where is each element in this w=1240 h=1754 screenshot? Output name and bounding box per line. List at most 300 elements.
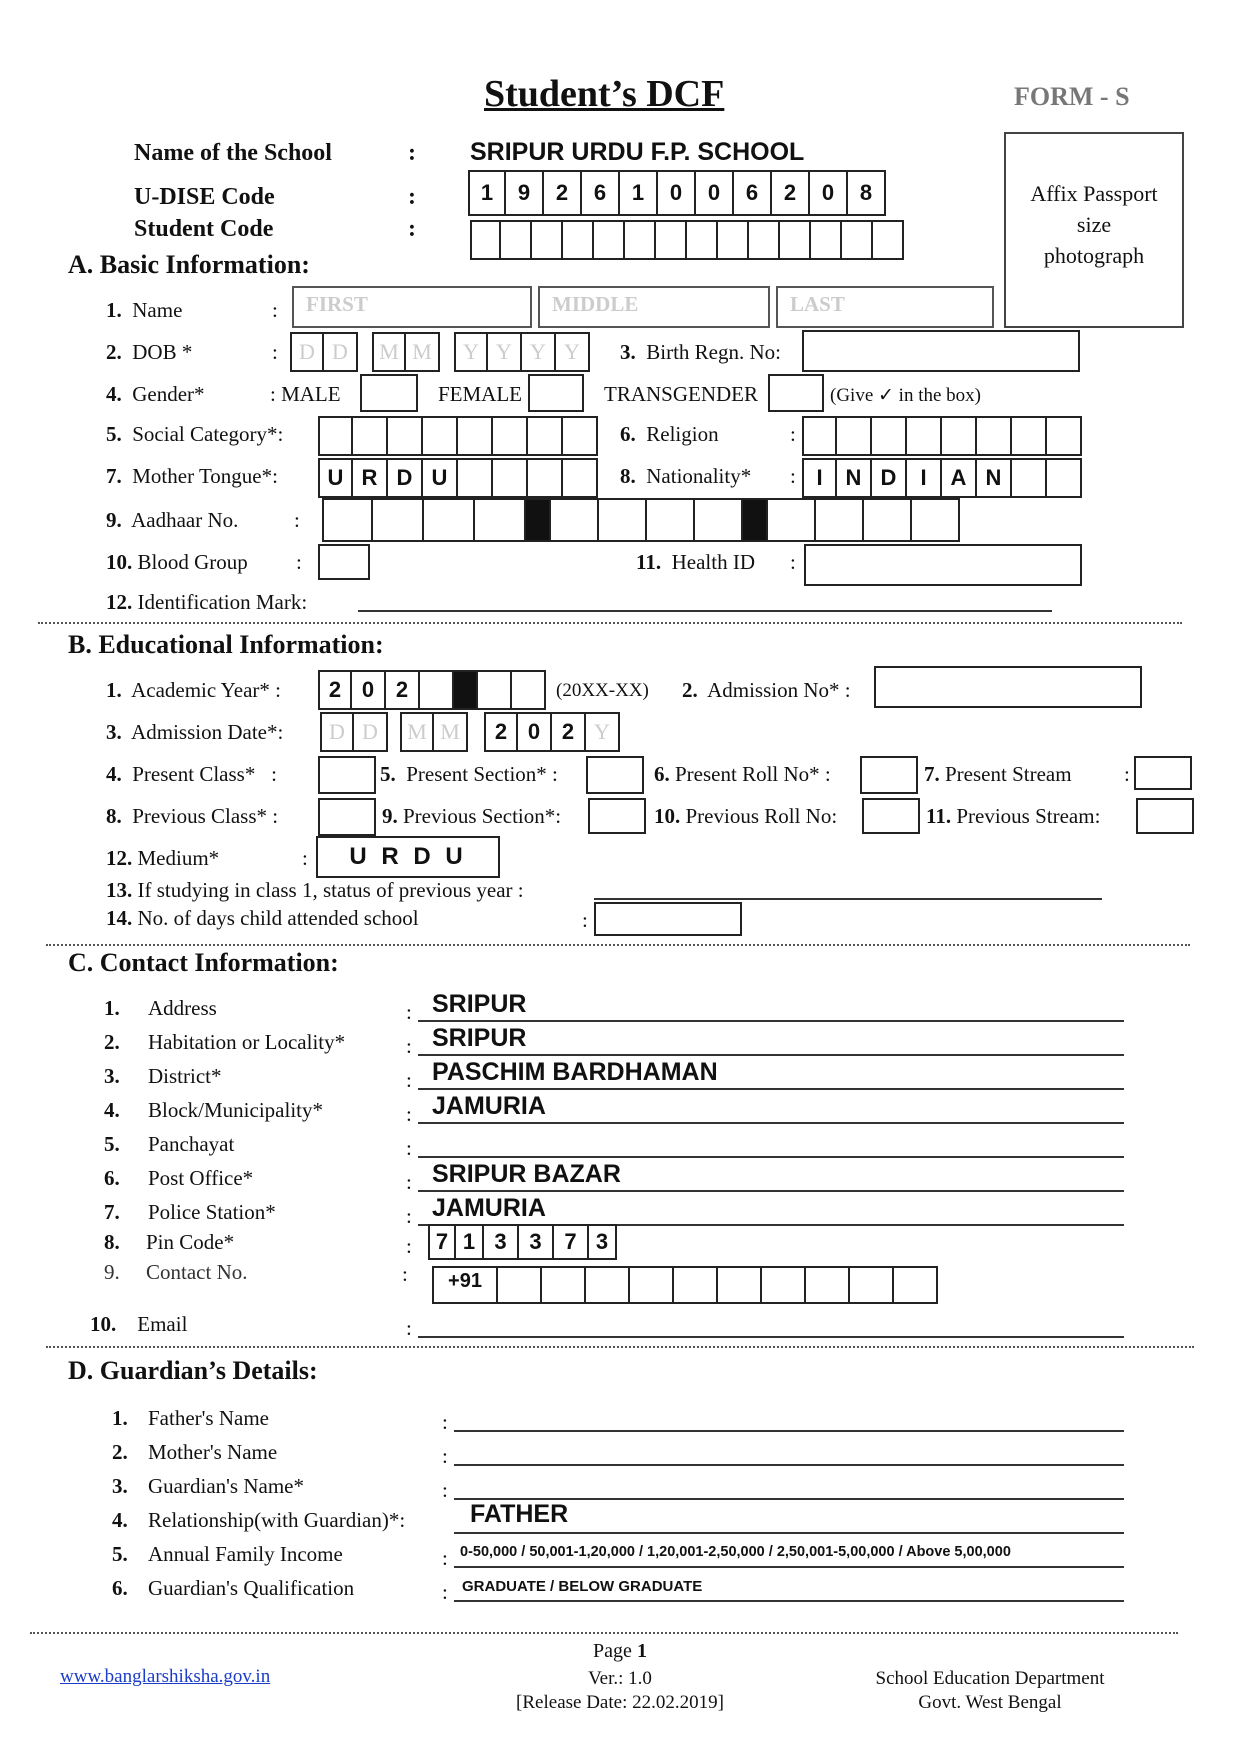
present-stream-input[interactable] [1134,756,1192,790]
text: : [406,1204,412,1228]
social-category-boxes[interactable] [318,416,598,456]
page-number [540,1640,700,1663]
text: 5. [106,422,122,446]
present-class-input[interactable] [318,756,376,794]
char-box: M [406,332,440,372]
text [112,1576,128,1601]
char-box [478,670,512,710]
blood-group-input[interactable] [318,544,370,580]
text: Police Station* [148,1200,276,1224]
previous-section-input[interactable] [588,798,646,834]
photo-box-text: Affix Passport [1030,181,1158,206]
char-box: Y [488,332,522,372]
colon: : [406,1316,412,1340]
divider [38,622,1182,624]
text: 2. [106,340,122,364]
days-attended-input[interactable] [594,902,742,936]
text [112,1542,128,1567]
char-box [872,416,907,456]
section-b-title: B. Educational Information: [68,630,384,659]
udise-digit: 6 [582,170,620,216]
contact-row-block [104,1092,1124,1126]
char-box: 2 [318,670,352,710]
dob-label [106,340,192,365]
text: : [442,1410,448,1434]
text: Birth Regn. No: [646,340,781,364]
text: 0-50,000 / 50,001-1,20,000 / 1,20,001-2,50,000 / 2,50,001-5,00,000 / Above 5,00,000 [460,1544,1011,1560]
school-name-label: Name of the School [134,140,332,166]
char-box: U [423,458,458,498]
char-box: 1 [456,1224,484,1260]
last-name-input[interactable]: LAST [776,286,994,328]
religion-boxes[interactable] [802,416,1082,456]
guardian-row-father [112,1400,1132,1434]
text: Present Section* : [406,762,558,786]
present-section-input[interactable] [586,756,644,794]
colon: : [408,140,416,166]
text: 7. [924,762,940,786]
text [112,1440,128,1465]
guardian-row-mother [112,1434,1132,1468]
udise-digit: 0 [810,170,848,216]
colon: : [272,298,278,322]
text: Previous Roll No: [685,804,838,828]
admission-month-boxes[interactable] [400,712,468,752]
text [104,1200,120,1225]
text: 10. [90,1312,117,1336]
contact-row-panchayat [104,1126,1124,1160]
academic-year-hint: (20XX-XX) [556,680,649,701]
char-box [563,416,598,456]
text: 3. [106,720,122,744]
char-box [780,220,811,260]
char-box [718,220,749,260]
text: Previous Class* [132,804,268,828]
text[interactable] [418,1020,1124,1022]
previous-roll-input[interactable] [862,798,920,834]
text[interactable] [454,1600,1124,1602]
char-box [563,220,594,260]
text: 3. [620,340,636,364]
text: Health ID [671,550,755,574]
char-box: Y [454,332,488,372]
text[interactable] [418,1088,1124,1090]
blood-group-label [106,550,248,575]
char-box: Y [522,332,556,372]
char-box [1047,416,1082,456]
char-box: U [318,458,353,498]
char-box [420,670,454,710]
text: GRADUATE / BELOW GRADUATE [462,1578,703,1595]
text: Admission Date*: [131,720,284,744]
text: Name [132,298,183,322]
char-box [842,220,873,260]
text: 6. [620,422,636,446]
admission-year-boxes[interactable] [484,712,620,752]
text: Religion [646,422,719,446]
char-box [528,416,563,456]
udise-digit: 8 [848,170,886,216]
char-box [687,220,718,260]
text: 12. [106,846,133,870]
text: Contact No. [146,1260,248,1284]
udise-digit: 0 [658,170,696,216]
char-box [594,220,625,260]
char-box: 7 [428,1224,456,1260]
middle-name-input[interactable]: MIDDLE [538,286,770,328]
text: Father's Name [148,1406,269,1430]
text: Page [593,1640,637,1662]
colon: : [406,1234,412,1258]
char-box [695,498,743,542]
char-box: D [354,712,388,752]
text: Guardian's Qualification [148,1576,355,1600]
char-box [718,1266,762,1304]
text: Mother Tongue*: [132,464,278,488]
divider [46,1346,1194,1348]
char-box: D [290,332,324,372]
char-box [630,1266,674,1304]
text: : [442,1478,448,1502]
text: 9. [106,508,122,532]
char-box [806,1266,850,1304]
birth-regn-label [620,340,781,365]
text [104,996,120,1021]
female-label: FEMALE [438,382,522,406]
text: Blood Group [137,550,248,574]
char-box: I [907,458,942,498]
previous-class-input[interactable] [318,798,376,836]
char-box: M [400,712,434,752]
text: If studying in class 1, status of previous year : [137,878,524,902]
admission-date-label [106,720,283,745]
text: 1. [106,678,122,702]
text: 3. [104,1064,120,1088]
char-box: Y [586,712,620,752]
char-box [894,1266,938,1304]
dob-month-boxes[interactable] [372,332,440,372]
text: Panchayat [148,1132,235,1156]
char-box: D [324,332,358,372]
char-box: 0 [518,712,552,752]
text: Medium* [137,846,220,870]
pin-code-boxes[interactable] [428,1224,617,1260]
text: FATHER [470,1500,569,1528]
aadhaar-separator [743,498,768,542]
char-box: D [320,712,354,752]
text: 9. [104,1260,120,1284]
char-box: Y [556,332,590,372]
udise-label: U-DISE Code [134,184,275,210]
char-box [470,220,501,260]
text: Previous Section*: [403,804,562,828]
udise-code-boxes[interactable] [468,170,886,216]
aadhaar-boxes[interactable] [322,498,960,542]
text: SRIPUR [432,1024,527,1052]
char-box [388,416,423,456]
transgender-checkbox[interactable] [768,374,824,412]
colon: : [408,216,416,242]
text: Relationship(with Guardian)*: [148,1508,406,1532]
text[interactable] [418,1054,1124,1056]
colon: : [582,908,588,932]
identification-mark-input[interactable] [358,610,1052,612]
udise-digit: 0 [696,170,734,216]
text: 14. [106,906,133,930]
text: 5. [104,1132,120,1156]
text: Admission No* : [707,678,851,702]
identification-mark-label [106,590,307,615]
char-box [563,458,598,498]
pin-code-label [104,1230,234,1255]
char-box [837,416,872,456]
mother-tongue-boxes[interactable] [318,458,598,498]
present-stream-label [924,762,1072,787]
char-box: M [372,332,406,372]
text: 1. [112,1406,128,1430]
char-box [1012,458,1047,498]
male-checkbox[interactable] [360,374,418,412]
text: 3. [112,1474,128,1498]
class1-status-input[interactable] [594,898,1102,900]
text [104,1030,120,1055]
text [112,1406,128,1431]
char-box [625,220,656,260]
text: 2. [104,1030,120,1054]
text [104,1064,120,1089]
religion-label [620,422,719,447]
text: 1 [636,1640,647,1662]
mother-tongue-label [106,464,278,489]
text: Aadhaar No. [131,508,239,532]
contact-row-address [104,990,1124,1024]
text: 1. [104,996,120,1020]
text: : [442,1444,448,1468]
health-id-input[interactable] [804,544,1082,586]
text: 4. [106,762,122,786]
text: Mother's Name [148,1440,278,1464]
previous-stream-input[interactable] [1136,798,1194,834]
text: Post Office* [148,1166,254,1190]
student-code-boxes[interactable] [470,220,904,260]
text: : [406,1034,412,1058]
colon: : [408,184,416,210]
department: School Education Department [875,1668,1105,1689]
char-box [493,416,528,456]
text: DOB * [132,340,193,364]
female-checkbox[interactable] [528,374,584,412]
udise-digit: 1 [620,170,658,216]
academic-year-boxes[interactable] [318,670,546,710]
text[interactable] [454,1430,1124,1432]
char-box [586,1266,630,1304]
char-box [977,416,1012,456]
char-box [1012,416,1047,456]
divider [46,944,1190,946]
text: : [406,1068,412,1092]
text: PASCHIM BARDHAMAN [432,1058,718,1086]
text [112,1508,128,1533]
char-box [864,498,912,542]
char-box [501,220,532,260]
colon: : [790,422,796,446]
char-box: N [837,458,872,498]
colon: : [296,550,302,574]
photo-box-text: size [1076,212,1112,237]
release-date: [Release Date: 22.02.2019] [516,1692,724,1713]
section-a-title: A. Basic Information: [68,250,310,279]
aadhaar-separator [526,498,551,542]
text: Present Class* [132,762,256,786]
text: 6. [112,1576,128,1600]
text: SRIPUR [432,990,527,1018]
char-box: 0 [352,670,386,710]
previous-class-label: 8. Previous Class* : [106,804,279,828]
text: Email [137,1312,188,1336]
text[interactable] [454,1566,1124,1568]
text: 7. [104,1200,120,1224]
text: SRIPUR BAZAR [432,1160,621,1188]
text: 11. [636,550,662,574]
char-box [353,416,388,456]
text: Address [148,996,217,1020]
text: 12. [106,590,133,614]
medium-label [106,846,219,871]
text: 2. [112,1440,128,1464]
char-box [850,1266,894,1304]
birth-regn-input[interactable] [802,330,1080,372]
male-label: : MALE [270,382,341,406]
colon: : [294,508,300,532]
first-name-input[interactable]: FIRST [292,286,532,328]
photo-box-text: photograph [1043,243,1145,268]
char-box [458,416,493,456]
char-box [423,416,458,456]
text: Identification Mark: [137,590,308,614]
char-box [532,220,563,260]
char-box: 2 [386,670,420,710]
char-box [656,220,687,260]
email-input[interactable] [418,1336,1124,1338]
text: Academic Year* [131,678,270,702]
section-c-title: C. Contact Information: [68,948,339,977]
website-link[interactable]: www.banglarshiksha.gov.in [60,1666,271,1687]
colon: : [272,340,278,364]
dob-day-boxes[interactable] [290,332,358,372]
gender-label [106,382,205,407]
form-id: FORM - S [1014,82,1130,111]
guardian-row-relationship [112,1502,1132,1536]
char-box: 3 [484,1224,519,1260]
char-box: I [802,458,837,498]
text: 8. [106,804,122,828]
udise-digit: 2 [544,170,582,216]
char-box: D [872,458,907,498]
text: 9. [382,804,398,828]
text: Gender* [132,382,205,406]
text[interactable] [454,1464,1124,1466]
char-box: 7 [554,1224,589,1260]
present-roll-label [654,762,831,787]
char-box [802,416,837,456]
passport-photo-box[interactable] [1004,132,1184,328]
text: : [406,1102,412,1126]
dob-year-boxes[interactable] [454,332,590,372]
text: Present Stream [945,762,1072,786]
text: 1. [106,298,122,322]
text: : [406,1000,412,1024]
text: Social Category*: [132,422,284,446]
text: 8. [620,464,636,488]
country-code: +91 [432,1266,498,1304]
academic-year-label: 1. Academic Year* : [106,678,281,702]
school-name-value[interactable]: SRIPUR URDU F.P. SCHOOL [470,138,805,166]
present-roll-input[interactable] [860,756,918,794]
contact-no-boxes[interactable] [432,1266,938,1304]
text: Previous Stream: [956,804,1101,828]
text: 6. [104,1166,120,1190]
text[interactable] [418,1156,1124,1158]
text[interactable] [418,1190,1124,1192]
text: : [406,1170,412,1194]
days-attended-label [106,906,419,931]
present-section-label [380,762,558,787]
name-label [106,298,182,323]
udise-digit: 6 [734,170,772,216]
previous-stream-label [926,804,1100,829]
email-label [90,1312,187,1337]
char-box [528,458,563,498]
char-box: 2 [552,712,586,752]
char-box [424,498,475,542]
admission-no-input[interactable] [874,666,1142,708]
text: Pin Code* [146,1230,235,1254]
char-box: A [942,458,977,498]
text: JAMURIA [432,1194,546,1222]
text[interactable] [454,1532,1124,1534]
udise-digit: 2 [772,170,810,216]
medium-input[interactable]: U R D U [316,836,500,878]
char-box [768,498,816,542]
char-box [458,458,493,498]
char-box [873,220,904,260]
government: Govt. West Bengal [918,1692,1062,1713]
udise-digit: 9 [506,170,544,216]
text [112,1474,128,1499]
text[interactable] [418,1122,1124,1124]
text: : [406,1136,412,1160]
char-box [318,416,353,456]
text [104,1132,120,1157]
text: District* [148,1064,222,1088]
text: 5. [380,762,396,786]
text: 5. [112,1542,128,1566]
char-box [599,498,647,542]
text: 8. [104,1230,120,1254]
char-box: N [977,458,1012,498]
char-box [942,416,977,456]
nationality-boxes[interactable] [802,458,1082,498]
text: 4. [104,1098,120,1122]
text: Nationality* [646,464,752,488]
footer-divider [30,1632,1178,1634]
text: : [442,1546,448,1570]
previous-roll-label [654,804,837,829]
contact-row-post-office [104,1160,1124,1194]
admission-day-boxes[interactable] [320,712,388,752]
gender-hint: (Give ✓ in the box) [830,385,981,406]
text: 7. [106,464,122,488]
